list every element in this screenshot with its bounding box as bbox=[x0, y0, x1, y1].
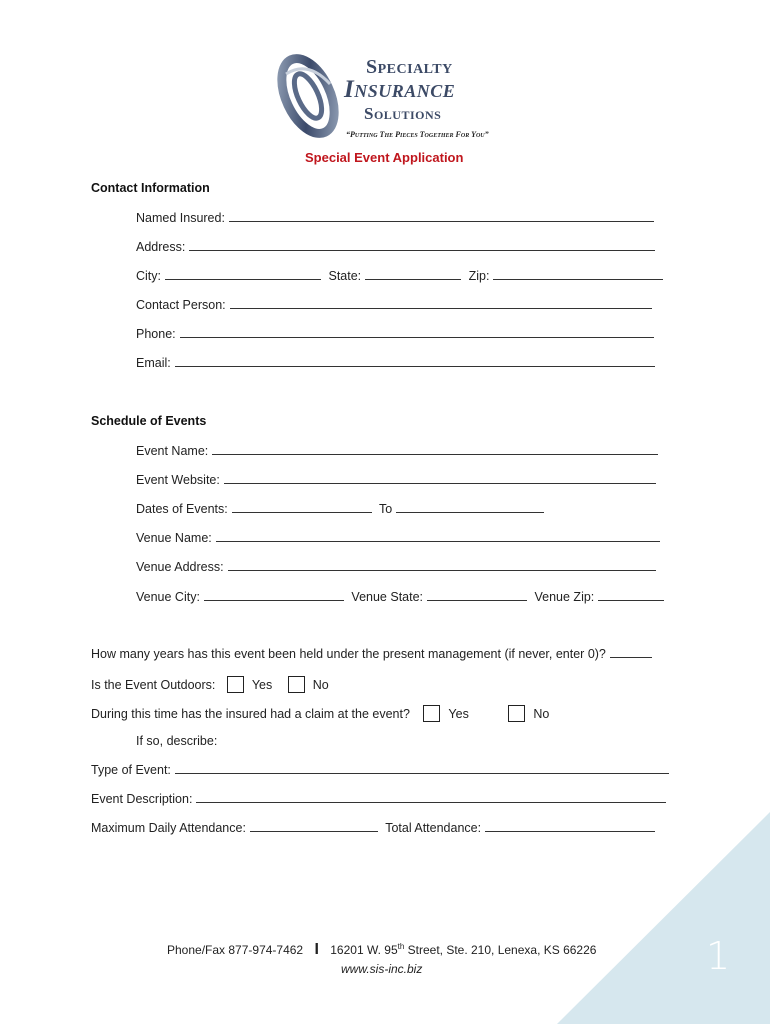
phone-field[interactable] bbox=[180, 327, 654, 338]
email-row bbox=[136, 356, 659, 370]
logo-tagline: “Putting The Pieces Together For You” bbox=[346, 130, 489, 139]
contact-person-field[interactable] bbox=[230, 298, 652, 309]
venue-state-label: Venue State: bbox=[351, 590, 424, 604]
venue-city-label: Venue City: bbox=[136, 590, 200, 604]
years-field[interactable] bbox=[610, 647, 652, 658]
claim-no-checkbox[interactable] bbox=[508, 705, 525, 722]
attendance-row bbox=[91, 821, 659, 835]
event-website-row bbox=[136, 473, 660, 487]
years-label: How many years has this event been held under the present management (if never, enter 0)? bbox=[91, 647, 606, 661]
event-name-field[interactable] bbox=[212, 444, 658, 455]
outdoors-yes-checkbox[interactable] bbox=[227, 676, 244, 693]
years-row bbox=[91, 647, 656, 661]
named-insured-label: Named Insured: bbox=[136, 211, 225, 225]
dates-row bbox=[136, 502, 548, 516]
claim-yes-label: Yes bbox=[448, 707, 469, 721]
venue-zip-field[interactable] bbox=[598, 590, 664, 601]
address-row bbox=[136, 240, 659, 254]
type-of-event-row bbox=[91, 763, 673, 777]
type-of-event-label: Type of Event: bbox=[91, 763, 171, 777]
state-field[interactable] bbox=[365, 269, 461, 280]
claim-no-label: No bbox=[533, 707, 550, 721]
phone-row bbox=[136, 327, 658, 341]
address-label: Address: bbox=[136, 240, 186, 254]
named-insured-field[interactable] bbox=[229, 211, 654, 222]
logo-line-solutions: Solutions bbox=[364, 104, 442, 123]
named-insured-row bbox=[136, 211, 658, 225]
contact-heading: Contact Information bbox=[91, 181, 210, 195]
claim-yes-checkbox[interactable] bbox=[423, 705, 440, 722]
zip-label: Zip: bbox=[468, 269, 490, 283]
email-field[interactable] bbox=[175, 356, 655, 367]
form-title: Special Event Application bbox=[305, 150, 464, 165]
phone-label: Phone: bbox=[136, 327, 176, 341]
address-field[interactable] bbox=[189, 240, 655, 251]
city-label: City: bbox=[136, 269, 161, 283]
footer-contact-line bbox=[167, 941, 596, 959]
logo-line-specialty: Specialty bbox=[366, 56, 453, 78]
venue-state-field[interactable] bbox=[427, 590, 527, 601]
contact-person-row bbox=[136, 298, 656, 312]
dates-from-field[interactable] bbox=[232, 502, 372, 513]
outdoors-yes-label: Yes bbox=[251, 678, 273, 692]
claim-row bbox=[91, 705, 549, 722]
footer-separator: I bbox=[314, 941, 319, 958]
event-description-row bbox=[91, 792, 670, 806]
venue-city-state-zip-row bbox=[136, 590, 668, 604]
type-of-event-field[interactable] bbox=[175, 763, 669, 774]
event-name-label: Event Name: bbox=[136, 444, 209, 458]
venue-address-row bbox=[136, 560, 660, 574]
dates-label: Dates of Events: bbox=[136, 502, 228, 516]
event-description-field[interactable] bbox=[196, 792, 666, 803]
describe-label: If so, describe: bbox=[136, 734, 218, 748]
max-attendance-field[interactable] bbox=[250, 821, 378, 832]
event-description-label: Event Description: bbox=[91, 792, 193, 806]
outdoors-no-label: No bbox=[312, 678, 329, 692]
outdoors-row bbox=[91, 676, 329, 693]
venue-address-field[interactable] bbox=[228, 560, 656, 571]
contact-person-label: Contact Person: bbox=[136, 298, 226, 312]
dates-to-field[interactable] bbox=[396, 502, 544, 513]
claim-label: During this time has the insured had a claim at the event? bbox=[91, 707, 410, 721]
footer-address: 16201 W. 95th Street, Ste. 210, Lenexa, KS 66226 bbox=[330, 942, 597, 957]
footer-website-link[interactable]: www.sis-inc.biz bbox=[341, 962, 423, 976]
venue-name-label: Venue Name: bbox=[136, 531, 212, 545]
schedule-heading: Schedule of Events bbox=[91, 414, 207, 428]
company-logo bbox=[272, 50, 512, 142]
event-website-label: Event Website: bbox=[136, 473, 220, 487]
venue-city-field[interactable] bbox=[204, 590, 344, 601]
max-attendance-label: Maximum Daily Attendance: bbox=[91, 821, 246, 835]
venue-address-label: Venue Address: bbox=[136, 560, 224, 574]
total-attendance-label: Total Attendance: bbox=[385, 821, 482, 835]
venue-name-field[interactable] bbox=[216, 531, 660, 542]
logo-line-insurance: Insurance bbox=[344, 76, 456, 103]
footer-phone-fax: Phone/Fax 877-974-7462 bbox=[167, 943, 304, 957]
state-label: State: bbox=[328, 269, 362, 283]
venue-zip-label: Venue Zip: bbox=[534, 590, 595, 604]
venue-name-row bbox=[136, 531, 664, 545]
event-website-field[interactable] bbox=[224, 473, 656, 484]
city-state-zip-row bbox=[136, 269, 667, 283]
email-label: Email: bbox=[136, 356, 171, 370]
swirl-logo-icon bbox=[272, 50, 344, 142]
total-attendance-field[interactable] bbox=[485, 821, 655, 832]
city-field[interactable] bbox=[165, 269, 321, 280]
outdoors-no-checkbox[interactable] bbox=[288, 676, 305, 693]
zip-field[interactable] bbox=[493, 269, 663, 280]
page-number: 1 bbox=[706, 934, 731, 978]
outdoors-label: Is the Event Outdoors: bbox=[91, 678, 216, 692]
event-name-row bbox=[136, 444, 662, 458]
dates-to-label: To bbox=[378, 502, 393, 516]
